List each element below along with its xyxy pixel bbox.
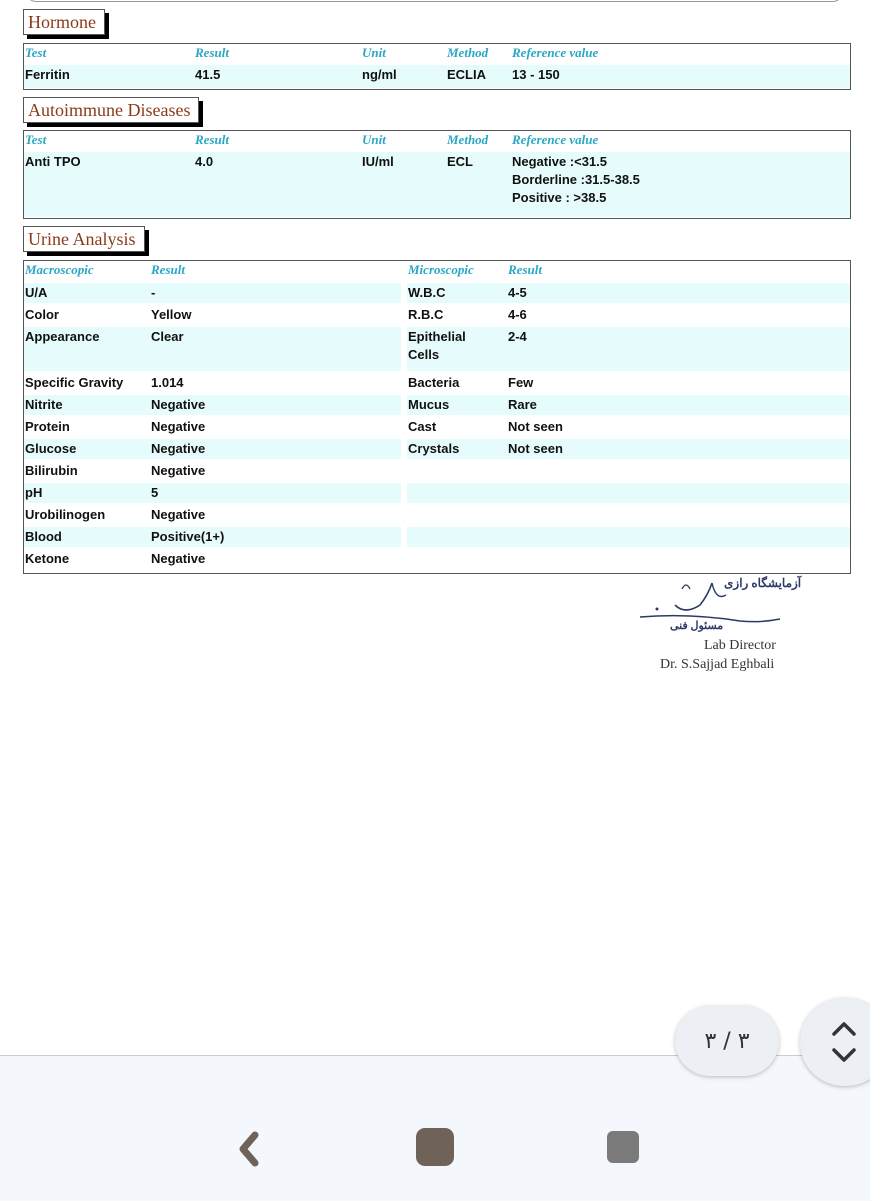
col-header-result-macro: Result [151, 262, 185, 277]
micro-test-name: Bacteria [408, 375, 460, 390]
previous-page-edge [26, 0, 843, 2]
macro-test-name: Color [25, 307, 59, 322]
micro-test-result: 4-5 [508, 285, 527, 300]
col-header-result-micro: Result [508, 262, 542, 277]
table-row-band [407, 527, 850, 547]
chevron-up-down-icon [828, 1018, 860, 1066]
micro-test-name: Mucus [408, 397, 450, 412]
macro-test-result: Clear [151, 329, 184, 344]
reference-negative: Negative :<31.5 [512, 154, 608, 169]
table-row-band [407, 327, 850, 371]
test-reference: 13 - 150 [512, 67, 560, 82]
table-row-band [24, 283, 401, 303]
micro-test-result: 4-6 [508, 307, 527, 322]
macro-test-result: Negative [151, 419, 206, 434]
micro-test-name: Epithelial [408, 329, 466, 344]
hormone-table [23, 43, 851, 90]
stamp-subtitle: مسئول فنی [670, 620, 724, 632]
macro-test-result: 1.014 [151, 375, 184, 390]
macro-test-result: Yellow [151, 307, 192, 322]
stamp-lab-name: آزمایشگاه رازی [724, 576, 802, 590]
reference-borderline: Borderline :31.5-38.5 [512, 172, 640, 187]
table-row-band [24, 152, 850, 217]
page-indicator-text: ۳ / ۳ [704, 1028, 750, 1054]
section-title-autoimmune: Autoimmune Diseases [23, 97, 199, 123]
macro-test-result: Negative [151, 551, 206, 566]
test-method: ECLIA [447, 67, 486, 82]
page-indicator[interactable] [675, 1006, 779, 1076]
macro-test-name: Appearance [25, 329, 100, 344]
macro-test-name: Bilirubin [25, 463, 78, 478]
micro-test-name: Crystals [408, 441, 460, 456]
micro-test-result: Not seen [508, 419, 563, 434]
micro-test-name: R.B.C [408, 307, 444, 322]
macro-test-result: Negative [151, 441, 206, 456]
table-row-band [24, 483, 401, 503]
col-header-test: Test [25, 45, 47, 60]
signature-stamp [630, 575, 830, 685]
macro-test-result: - [151, 285, 156, 300]
micro-test-result: Not seen [508, 441, 563, 456]
col-header-method: Method [447, 132, 489, 147]
macro-test-result: 5 [151, 485, 159, 500]
macro-test-name: Glucose [25, 441, 77, 456]
table-row-band [24, 395, 401, 415]
test-name: Anti TPO [25, 154, 81, 169]
col-header-result: Result [195, 45, 229, 60]
col-header-test: Test [25, 132, 47, 147]
macro-test-result: Negative [151, 463, 206, 478]
macro-test-result: Positive(1+) [151, 529, 225, 544]
micro-test-result: Rare [508, 397, 537, 412]
test-result: 4.0 [195, 154, 214, 169]
navigation-bar [0, 1055, 870, 1201]
col-header-unit: Unit [362, 132, 386, 147]
col-header-macroscopic: Macroscopic [25, 262, 94, 277]
section-title-hormone: Hormone [23, 9, 105, 35]
table-row-band [407, 439, 850, 459]
table-row-band [407, 395, 850, 415]
test-result: 41.5 [195, 67, 221, 82]
micro-test-result: Few [508, 375, 534, 390]
autoimmune-table [23, 130, 851, 219]
macro-test-name: Specific Gravity [25, 375, 124, 390]
home-icon[interactable] [415, 1127, 455, 1167]
urine-table [23, 260, 851, 574]
col-header-result: Result [195, 132, 229, 147]
col-header-reference: Reference value [512, 45, 599, 60]
macro-test-result: Negative [151, 397, 206, 412]
table-row-band [407, 483, 850, 503]
section-title-urine: Urine Analysis [23, 226, 145, 252]
macro-test-name: Blood [25, 529, 62, 544]
macro-test-name: pH [25, 485, 43, 500]
signature-name: Dr. S.Sajjad Eghbali [660, 657, 775, 672]
recents-icon[interactable] [606, 1130, 640, 1164]
macro-test-result: Negative [151, 507, 206, 522]
table-row-band [24, 439, 401, 459]
table-row-band [24, 65, 850, 88]
test-unit: IU/ml [362, 154, 394, 169]
test-unit: ng/ml [362, 67, 397, 82]
test-name: Ferritin [25, 67, 70, 82]
reference-positive: Positive : >38.5 [512, 190, 607, 205]
micro-test-name: Cells [408, 347, 440, 362]
macro-test-name: Urobilinogen [25, 507, 106, 522]
macro-test-name: Nitrite [25, 397, 63, 412]
back-icon[interactable] [233, 1129, 263, 1169]
test-method: ECL [447, 154, 473, 169]
macro-test-name: U/A [25, 285, 48, 300]
table-row-band [407, 283, 850, 303]
micro-test-result: 2-4 [508, 329, 527, 344]
micro-test-name: Cast [408, 419, 437, 434]
col-header-microscopic: Microscopic [408, 262, 474, 277]
col-header-unit: Unit [362, 45, 386, 60]
col-header-method: Method [447, 45, 489, 60]
macro-test-name: Protein [25, 419, 70, 434]
col-header-reference: Reference value [512, 132, 599, 147]
micro-test-name: W.B.C [408, 285, 446, 300]
macro-test-name: Ketone [25, 551, 70, 566]
signature-role: Lab Director [704, 638, 776, 653]
